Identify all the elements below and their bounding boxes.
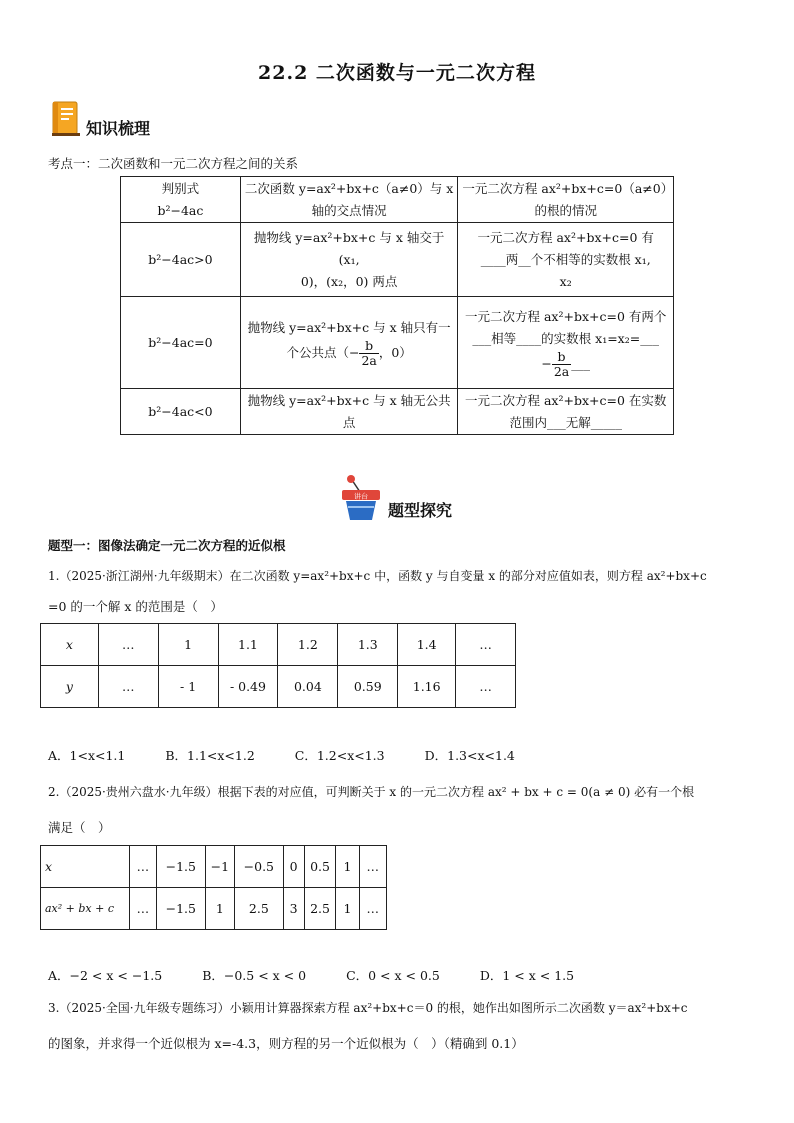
table-cell: 1: [336, 846, 359, 888]
option-b[interactable]: B．1.1<x<1.2: [165, 748, 255, 763]
table-cell: b²−4ac>0: [121, 223, 241, 297]
table-cell: …: [98, 666, 158, 708]
table-cell: 一元二次方程 ax²+bx+c=0 在实数 范围内___无解_____: [458, 389, 674, 435]
table-row: [121, 297, 674, 389]
table-cell: −1.5: [157, 846, 206, 888]
table-cell: 1.3: [338, 624, 398, 666]
table-row: [41, 624, 516, 666]
table-cell: …: [456, 624, 516, 666]
table-cell: 0.59: [338, 666, 398, 708]
table-cell: 一元二次方程 ax²+bx+c=0 有 ____两__个不相等的实数根 x₁, x₂: [458, 223, 674, 297]
table-cell: …: [456, 666, 516, 708]
option-c[interactable]: C．1.2<x<1.3: [294, 748, 385, 763]
table-cell: b²−4ac=0: [121, 297, 241, 389]
q1-stem-line2: =0 的一个解 x 的范围是（ ）: [48, 599, 223, 614]
table-cell: …: [98, 624, 158, 666]
table-cell: y: [41, 666, 99, 708]
table-cell: 2.5: [304, 888, 336, 930]
table-cell: - 1: [158, 666, 218, 708]
q3-stem-line1: 3.（2025·全国·九年级专题练习）小颖用计算器探索方程 ax²+bx+c＝0 的根，她作出如图所示二次函数 y＝ax²+bx+c: [48, 1001, 688, 1015]
table-cell: x: [41, 624, 99, 666]
table-cell: 0.5: [304, 846, 336, 888]
relation-table-header: [121, 177, 674, 223]
table-cell: −0.5: [235, 846, 284, 888]
table-cell: 一元二次方程 ax²+bx+c=0（a≠0） 的根的情况: [458, 177, 674, 223]
podium-icon: [338, 470, 384, 527]
table-cell: 1.1: [218, 624, 278, 666]
table-cell: 0.04: [278, 666, 338, 708]
table-cell: 1.4: [398, 624, 456, 666]
option-a[interactable]: A．−2 < x < −1.5: [48, 968, 163, 983]
option-a[interactable]: A．1<x<1.1: [48, 748, 126, 763]
q1-options: [48, 746, 754, 766]
table-cell: 1: [158, 624, 218, 666]
fraction: $\frac{b}{2a}$: [553, 349, 570, 379]
q3-stem-line2: 的图象，并求得一个近似根为 x=-4.3，则方程的另一个近似根为（ ）（精确到 0.1）: [48, 1036, 524, 1051]
table-row: [121, 389, 674, 435]
type1-heading: 题型一：图像法确定一元二次方程的近似根: [48, 538, 286, 553]
table-cell: 1: [205, 888, 235, 930]
q2-stem-line1: 2.（2025·贵州六盘水·九年级）根据下表的对应值，可判断关于 x 的一元二次方程 ax² + bx + c = 0(a ≠ 0) 必有一个根: [48, 785, 695, 799]
table-cell: …: [359, 888, 386, 930]
section-types-badge: [338, 470, 452, 527]
table-cell: 1.16: [398, 666, 456, 708]
option-d[interactable]: D．1.3<x<1.4: [424, 748, 515, 763]
option-c[interactable]: C．0 < x < 0.5: [346, 968, 440, 983]
table-cell: −1: [205, 846, 235, 888]
table-cell: 3: [283, 888, 304, 930]
table-cell: 抛物线 y=ax²+bx+c 与 x 轴交于(x₁, 0)，(x₂，0) 两点: [240, 223, 458, 297]
q1-stem-line1: 1.（2025·浙江湖州·九年级期末）在二次函数 y=ax²+bx+c 中，函数 y 与自变量 x 的部分对应值如表，则方程 ax²+bx+c: [48, 569, 707, 583]
page-title: 22.2 二次函数与一元二次方程: [258, 62, 536, 84]
table-cell: b²−4ac<0: [121, 389, 241, 435]
section-types-label: 题型探究: [388, 501, 453, 520]
table-cell: 1.2: [278, 624, 338, 666]
q2-options: [48, 966, 754, 986]
table-cell: 1: [336, 888, 359, 930]
q1-table: [40, 623, 516, 708]
table-cell: 二次函数 y=ax²+bx+c（a≠0）与 x 轴的交点情况: [240, 177, 458, 223]
table-cell: 一元二次方程 ax²+bx+c=0 有两个 ___相等____的实数根 x₁=x₂=___ − $\frac{b}{2a}$ ___: [458, 297, 674, 389]
q2-stem-line2: 满足（ ）: [48, 820, 111, 835]
table-cell: …: [129, 888, 156, 930]
table-row: [41, 666, 516, 708]
table-row: [41, 846, 387, 888]
table-cell: 抛物线 y=ax²+bx+c 与 x 轴只有一 个公共点（− $\frac{b}{2a}$ ，0）: [240, 297, 458, 389]
q2-table: [40, 845, 387, 930]
relation-table: [120, 176, 674, 435]
table-cell: 判别式 b²−4ac: [121, 177, 241, 223]
table-cell: - 0.49: [218, 666, 278, 708]
table-cell: x: [41, 846, 130, 888]
table-row: [121, 223, 674, 297]
option-b[interactable]: B．−0.5 < x < 0: [202, 968, 307, 983]
table-cell: 0: [283, 846, 304, 888]
section-knowledge-label: 知识梳理: [86, 119, 151, 138]
table-cell: …: [359, 846, 386, 888]
table-cell: 2.5: [235, 888, 284, 930]
table-row: [41, 888, 387, 930]
book-icon: [50, 100, 82, 141]
fraction: $\frac{b}{2a}$: [361, 338, 377, 368]
table-cell: 抛物线 y=ax²+bx+c 与 x 轴无公共 点: [240, 389, 458, 435]
table-cell: ax² + bx + c: [41, 888, 130, 930]
table-cell: −1.5: [157, 888, 206, 930]
option-d[interactable]: D．1 < x < 1.5: [479, 968, 575, 983]
section-knowledge-badge: [50, 100, 150, 141]
podium-label: 讲台: [354, 492, 368, 501]
table-cell: …: [129, 846, 156, 888]
kaodian-text: 考点一：二次函数和一元二次方程之间的关系: [48, 156, 299, 171]
